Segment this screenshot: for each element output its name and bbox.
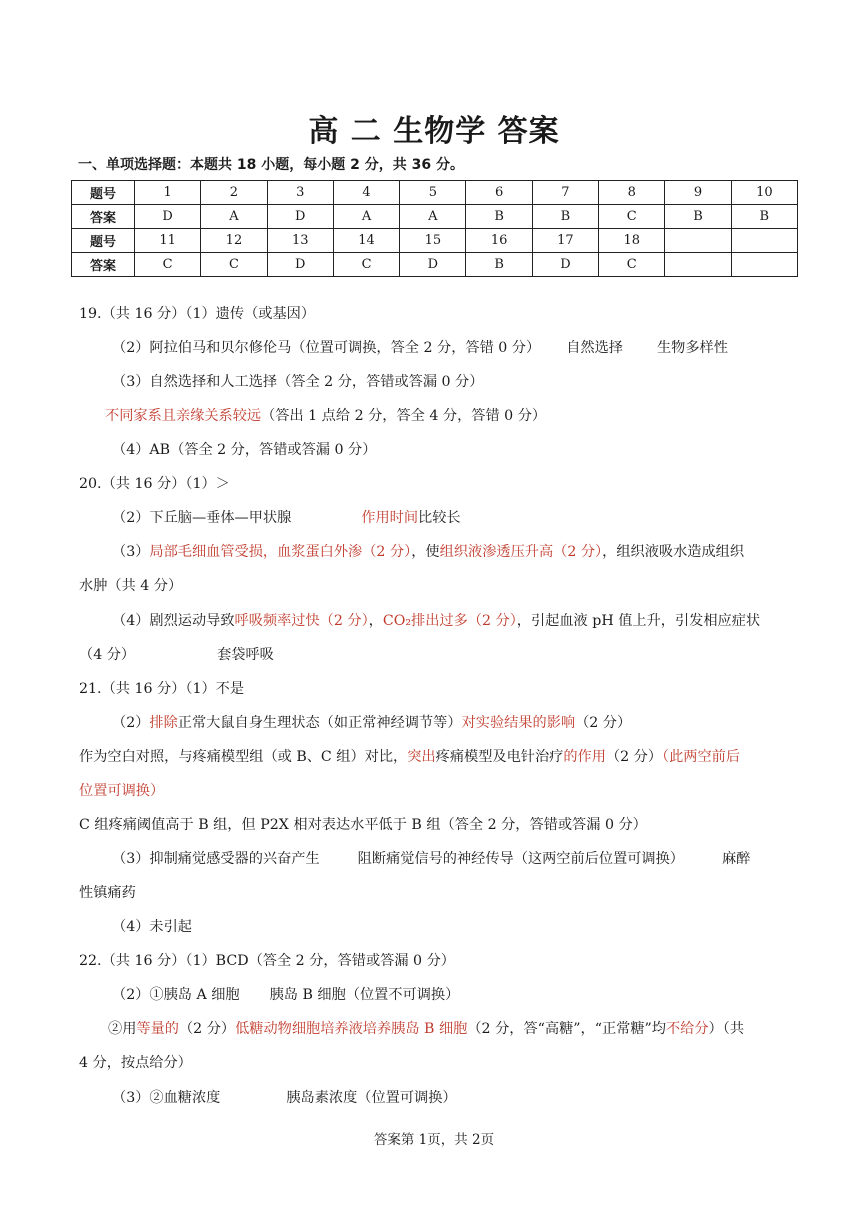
table-cell: 2 bbox=[201, 181, 267, 205]
q19-line-5: （4）AB（答全 2 分，答错或答漏 0 分） bbox=[112, 442, 377, 458]
table-row bbox=[72, 181, 798, 205]
q21-line-2 bbox=[112, 713, 631, 733]
q20-text: （2）下丘脑—垂体—甲状腺 bbox=[112, 510, 292, 526]
q20-line-2 bbox=[112, 508, 461, 528]
table-cell: D bbox=[400, 253, 466, 277]
table-header-cell: 答案 bbox=[72, 253, 135, 277]
q20-line-5 bbox=[112, 611, 760, 631]
q19-text: （答出 1 点给 2 分，答全 4 分，答错 0 分） bbox=[261, 408, 547, 424]
table-cell: 12 bbox=[201, 229, 267, 253]
table-cell bbox=[731, 253, 797, 277]
q20-text: ， bbox=[368, 613, 383, 629]
highlighted-answer: （此两空前后 bbox=[662, 749, 741, 765]
q19-text: （2）阿拉伯马和贝尔修伦马（位置可调换，答全 2 分，答错 0 分） bbox=[112, 340, 541, 356]
table-cell: 14 bbox=[333, 229, 399, 253]
table-cell: D bbox=[532, 253, 598, 277]
table-cell bbox=[665, 253, 731, 277]
table-cell: B bbox=[466, 205, 532, 229]
q21-text: 阻断痛觉信号的神经传导（这两空前后位置可调换） bbox=[357, 851, 684, 867]
table-cell: A bbox=[400, 205, 466, 229]
table-cell: D bbox=[267, 253, 333, 277]
table-cell: D bbox=[135, 205, 201, 229]
table-cell: C bbox=[599, 205, 665, 229]
table-cell: 18 bbox=[599, 229, 665, 253]
table-cell: 9 bbox=[665, 181, 731, 205]
table-cell: 17 bbox=[532, 229, 598, 253]
q22-text: （3）②血糖浓度 bbox=[112, 1090, 221, 1106]
highlighted-answer: 作用时间 bbox=[361, 510, 419, 526]
q22-line-2 bbox=[112, 985, 459, 1005]
table-cell: 8 bbox=[599, 181, 665, 205]
table-row bbox=[72, 253, 798, 277]
q22-text: （2 分，答“高糖”，“正常糖”均 bbox=[467, 1021, 666, 1037]
q20-text: ，组织液吸水造成组织 bbox=[602, 544, 745, 560]
q20-text: （4 分） bbox=[79, 647, 136, 663]
table-cell: 5 bbox=[400, 181, 466, 205]
highlighted-answer: 位置可调换） bbox=[79, 783, 165, 799]
q21-text: 正常大鼠自身生理状态（如正常神经调节等） bbox=[177, 715, 462, 731]
q20-line-3 bbox=[112, 542, 744, 562]
q22-line-5 bbox=[112, 1088, 457, 1108]
q21-text: （3）抑制痛觉感受器的兴奋产生 bbox=[112, 851, 320, 867]
q22-line-1: 22.（共 16 分）（1）BCD（答全 2 分，答错或答漏 0 分） bbox=[79, 953, 455, 969]
q21-line-7: 性镇痛药 bbox=[79, 885, 136, 901]
table-cell: A bbox=[201, 205, 267, 229]
table-cell: C bbox=[333, 253, 399, 277]
q22-text: 胰岛素浓度（位置可调换） bbox=[286, 1090, 457, 1106]
table-cell: C bbox=[135, 253, 201, 277]
table-row bbox=[72, 205, 798, 229]
table-cell: 3 bbox=[267, 181, 333, 205]
q21-text: （2 分） bbox=[575, 715, 632, 731]
table-cell: 7 bbox=[532, 181, 598, 205]
q21-line-1: 21.（共 16 分）（1）不是 bbox=[79, 681, 245, 697]
q22-text: （2）①胰岛 A 细胞 bbox=[112, 987, 240, 1003]
page-title: 高 二 生物学 答案 bbox=[308, 114, 560, 149]
highlighted-answer: 对实验结果的影响 bbox=[461, 715, 576, 731]
table-cell: C bbox=[599, 253, 665, 277]
table-header-cell: 答案 bbox=[72, 205, 135, 229]
q21-line-3 bbox=[79, 747, 740, 767]
q22-line-4: 4 分，按点给分） bbox=[79, 1055, 192, 1071]
table-cell: 16 bbox=[466, 229, 532, 253]
q21-line-6 bbox=[112, 849, 750, 869]
highlighted-answer: 低糖动物细胞培养液培养胰岛 B 细胞 bbox=[235, 1021, 468, 1037]
q19-answer: 生物多样性 bbox=[656, 340, 728, 356]
q20-text: （3） bbox=[112, 544, 150, 560]
highlighted-answer: 呼吸频率过快（2 分） bbox=[234, 613, 369, 629]
table-cell bbox=[731, 229, 797, 253]
q20-line-4: 水肿（共 4 分） bbox=[79, 578, 183, 594]
highlighted-answer: 突出 bbox=[407, 749, 436, 765]
table-cell: B bbox=[665, 205, 731, 229]
highlighted-answer: 不给分 bbox=[665, 1021, 709, 1037]
section-heading: 一、单项选择题：本题共 18 小题，每小题 2 分，共 36 分。 bbox=[78, 157, 464, 173]
q22-text: ）（共 bbox=[708, 1021, 745, 1037]
highlighted-answer: 不同家系且亲缘关系较远 bbox=[105, 408, 262, 424]
table-cell: 10 bbox=[731, 181, 797, 205]
q19-line-4 bbox=[105, 406, 546, 426]
table-cell: 15 bbox=[400, 229, 466, 253]
q19-line-1: 19.（共 16 分）（1）遗传（或基因） bbox=[79, 306, 316, 322]
table-cell: 4 bbox=[333, 181, 399, 205]
q22-text: 胰岛 B 细胞（位置不可调换） bbox=[269, 987, 460, 1003]
q21-text: 疼痛模型及电针治疗 bbox=[435, 749, 564, 765]
table-cell: B bbox=[532, 205, 598, 229]
q21-answer: 麻醉 bbox=[721, 851, 751, 867]
q22-text: （2 分） bbox=[178, 1021, 236, 1037]
q21-text: （2 分） bbox=[605, 749, 663, 765]
table-cell: B bbox=[466, 253, 532, 277]
q22-text: ②用 bbox=[108, 1021, 137, 1037]
q19-line-3: （3）自然选择和人工选择（答全 2 分，答错或答漏 0 分） bbox=[112, 374, 484, 390]
table-cell: D bbox=[267, 205, 333, 229]
table-cell bbox=[665, 229, 731, 253]
q20-answer: 套袋呼吸 bbox=[217, 647, 274, 663]
highlighted-answer: 的作用 bbox=[563, 749, 606, 765]
q20-text: 比较长 bbox=[418, 510, 461, 526]
q19-line-2 bbox=[112, 338, 728, 358]
q21-line-8: （4）未引起 bbox=[112, 919, 192, 935]
answer-table bbox=[71, 180, 798, 277]
table-header-cell: 题号 bbox=[72, 229, 135, 253]
q21-text: （2） bbox=[112, 715, 150, 731]
q20-text: ，引起血液 pH 值上升，引发相应症状 bbox=[516, 613, 761, 629]
q21-text: 作为空白对照，与疼痛模型组（或 B、C 组）对比， bbox=[79, 749, 408, 765]
table-cell: B bbox=[731, 205, 797, 229]
q22-line-3 bbox=[108, 1019, 744, 1039]
highlighted-answer: 局部毛细血管受损，血浆蛋白外渗（2 分） bbox=[149, 544, 412, 560]
table-cell: 6 bbox=[466, 181, 532, 205]
q21-line-5: C 组疼痛阈值高于 B 组，但 P2X 相对表达水平低于 B 组（答全 2 分，答错或答漏 0 分） bbox=[79, 817, 647, 833]
q20-line-6 bbox=[79, 645, 274, 665]
q19-answer: 自然选择 bbox=[566, 340, 623, 356]
table-cell: 13 bbox=[267, 229, 333, 253]
table-cell: A bbox=[333, 205, 399, 229]
highlighted-answer: 等量的 bbox=[136, 1021, 179, 1037]
table-cell: 11 bbox=[135, 229, 201, 253]
table-cell: C bbox=[201, 253, 267, 277]
highlighted-answer: 排除 bbox=[149, 715, 178, 731]
q20-line-1: 20.（共 16 分）（1）＞ bbox=[79, 476, 230, 492]
table-row bbox=[72, 229, 798, 253]
page-footer: 答案第 1页，共 2页 bbox=[373, 1132, 495, 1148]
highlighted-answer: 组织液渗透压升高（2 分） bbox=[439, 544, 603, 560]
q20-text: （4）剧烈运动导致 bbox=[112, 613, 235, 629]
q20-text: ，使 bbox=[411, 544, 440, 560]
table-cell: 1 bbox=[135, 181, 201, 205]
highlighted-answer: CO₂排出过多（2 分） bbox=[382, 613, 517, 629]
table-header-cell: 题号 bbox=[72, 181, 135, 205]
q21-line-4 bbox=[79, 781, 164, 801]
